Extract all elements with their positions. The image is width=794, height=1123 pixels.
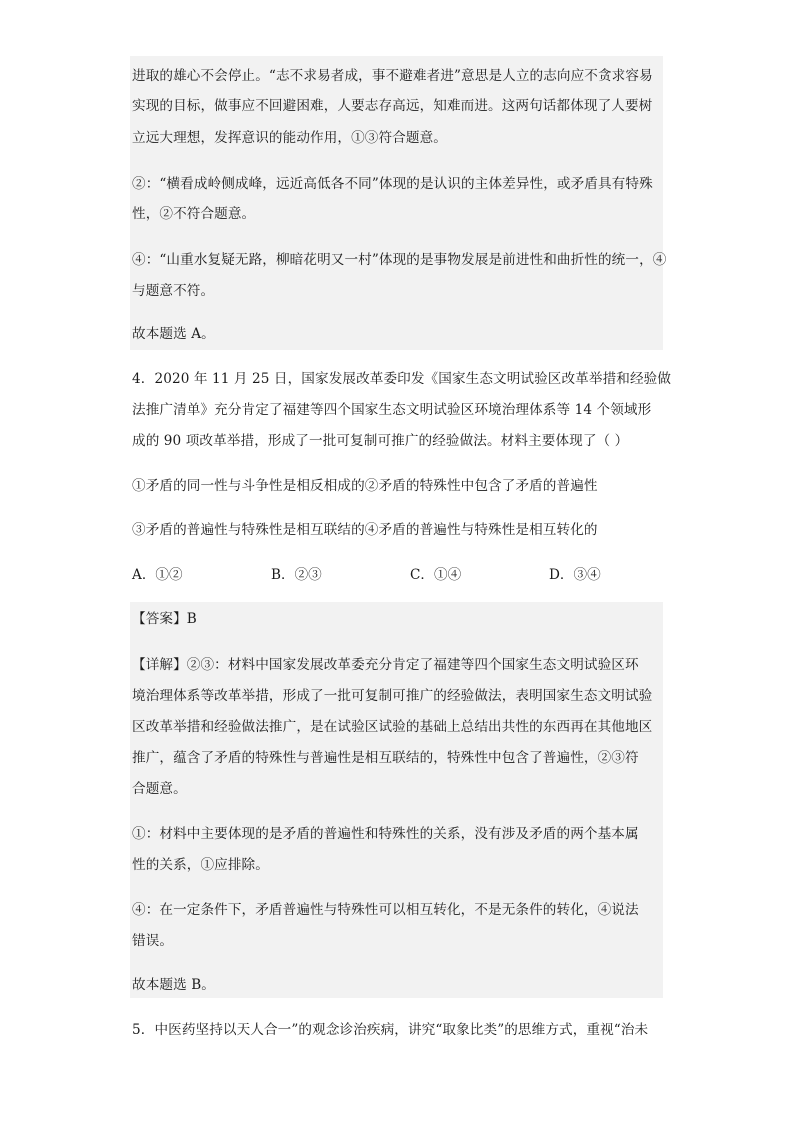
q4-conclusion: 故本题选 B。 (132, 977, 215, 993)
prev-item2-line-2: 性，②不符合题意。 (132, 206, 256, 222)
prev-item4-line-1: ④：“山重水复疑无路，柳暗花明又一村”体现的是事物发展是前进性和曲折性的统一，④ (132, 252, 667, 268)
prev-item4-line-2: 与题意不符。 (132, 283, 215, 299)
q4-answer: 【答案】B (132, 611, 197, 627)
q4-detail-line-5: 合题意。 (132, 781, 187, 797)
q4-option-b: B．②③ (271, 567, 322, 583)
q4-item1-line-1: ①：材料中主要体现的是矛盾的普遍性和特殊性的关系，没有涉及矛盾的两个基本属 (132, 826, 639, 842)
prev-explanation-line-3: 立远大理想，发挥意识的能动作用，①③符合题意。 (132, 130, 447, 146)
prev-explanation-line-2: 实现的目标，做事应不回避困难，人要志存高远，知难而进。这两句话都体现了人要树 (132, 98, 653, 114)
prev-conclusion: 故本题选 A。 (132, 326, 215, 342)
q4-statement-2: ③矛盾的普遍性与特殊性是相互联结的④矛盾的普遍性与特殊性是相互转化的 (132, 522, 598, 538)
q4-item4-line-1: ④：在一定条件下，矛盾普遍性与特殊性可以相互转化，不是无条件的转化，④说法 (132, 902, 639, 918)
q4-statement-1: ①矛盾的同一性与斗争性是相反相成的②矛盾的特殊性中包含了矛盾的普遍性 (132, 478, 598, 494)
q4-detail-line-4: 推广，蕴含了矛盾的特殊性与普遍性是相互联结的，特殊性中包含了普遍性，②③符 (132, 750, 639, 766)
q4-detail-line-2: 境治理体系等改革举措，形成了一批可复制可推广的经验做法，表明国家生态文明试验 (132, 688, 653, 704)
prev-item2-line-1: ②：“横看成岭侧成峰，远近高低各不同”体现的是认识的主体差异性，或矛盾具有特殊 (132, 176, 653, 192)
q4-option-a: A．①② (132, 567, 183, 583)
q4-option-c: C．①④ (410, 567, 462, 583)
q4-stem-line-3: 成的 90 项改革举措，形成了一批可复制可推广的经验做法。材料主要体现了（ ） (132, 433, 629, 449)
q4-option-d: D．③④ (549, 567, 601, 583)
q4-stem-line-1: 4．2020 年 11 月 25 日，国家发展改革委印发《国家生态文明试验区改革举措和经验做 (132, 371, 672, 387)
q4-detail-line-1: 【详解】②③：材料中国家发展改革委充分肯定了福建等四个国家生态文明试验区环 (132, 657, 639, 673)
prev-explanation-line-1: 进取的雄心不会停止。“志不求易者成，事不避难者进”意思是人立的志向应不贪求容易 (132, 68, 653, 84)
q4-stem-line-2: 法推广清单》充分肯定了福建等四个国家生态文明试验区环境治理体系等 14 个领域形 (132, 402, 652, 418)
q4-item4-line-2: 错误。 (132, 933, 174, 949)
q4-detail-line-3: 区改革举措和经验做法推广，是在试验区试验的基础上总结出共性的东西再在其他地区 (132, 719, 653, 735)
q4-item1-line-2: 性的关系，①应排除。 (132, 857, 269, 873)
q5-stem-line-1: 5．中医药坚持以天人合一”的观念诊治疾病，讲究“取象比类”的思维方式，重视“治未 (132, 1022, 649, 1038)
